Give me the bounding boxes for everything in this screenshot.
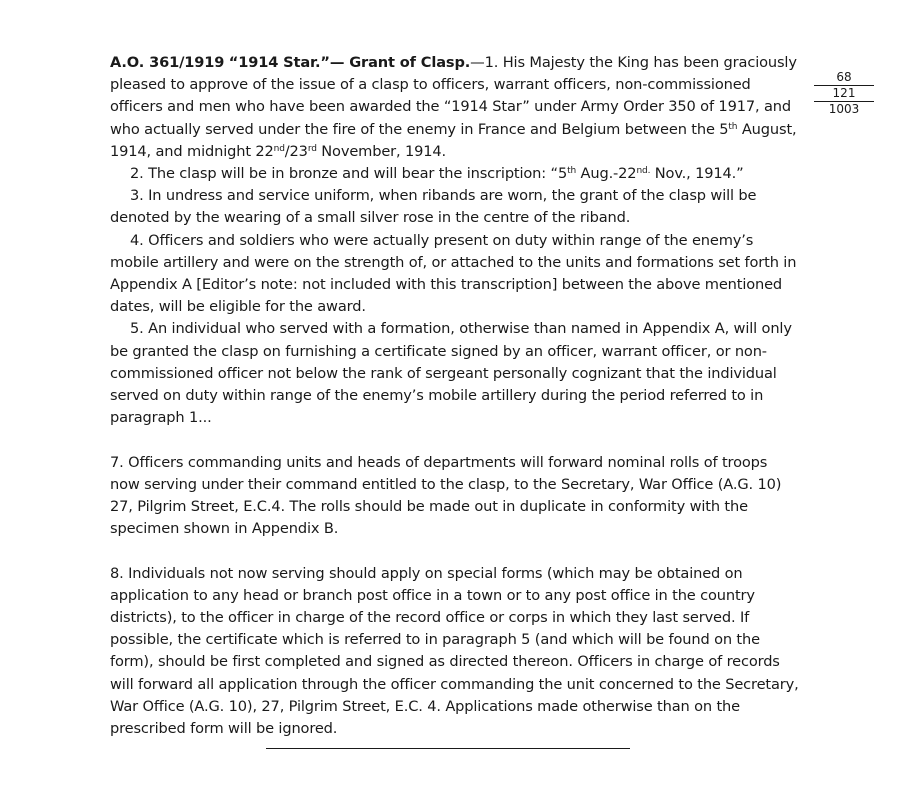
- paragraph-2-text: 2. The clasp will be in bronze and will bear the inscription: “5: [130, 165, 568, 183]
- superscript: rd: [307, 143, 317, 154]
- order-title: “1914 Star.”— Grant of Clasp.: [228, 54, 471, 71]
- paragraph-1: [110, 52, 800, 163]
- paragraph-8: 8. Individuals not now serving should apply on special forms (which may be obtained on application to any head or branch post office in a town or to any post office in the country districts), to the officer in charge of the record office or corps in which they last served. If possible, the certificate which is referred to in paragraph 5 (and which will be found on the form), should be first completed and signed as directed thereon. Officers in charge of records will forward all application through the officer commanding the unit concerned to the Secretary, War Office (A.G. 10), 27, Pilgrim Street, E.C. 4. Applications made otherwise than on the prescribed form will be ignored.: [110, 564, 799, 738]
- margin-ref-middle: 121: [832, 86, 856, 100]
- document-body: [110, 52, 800, 740]
- paragraph-2: [110, 163, 800, 185]
- paragraph-1-text-cont: /23: [284, 142, 308, 160]
- paragraph-7: 7. Officers commanding units and heads of departments will forward nominal rolls of troops now serving under their command entitled to the clasp, to the Secretary, War Office (A.G. 10) 27, Pilgrim Street, E.C.4. The rolls should be made out in duplicate in conformity with the specimen shown in Appendix B.: [110, 453, 782, 538]
- paragraph-gap: [110, 429, 800, 451]
- order-reference: A.O. 361/1919: [110, 54, 225, 71]
- paragraph-2-text-end: Nov., 1914.”: [650, 165, 744, 183]
- paragraph-1-text-end: November, 1914.: [316, 142, 447, 160]
- margin-ref-bottom: 1003: [828, 102, 860, 116]
- paragraph-5: 5. An individual who served with a formation, otherwise than named in Appendix A, will only be granted the clasp on furnishing a certificate signed by an officer, warrant officer, or non-commissioned officer not below the rank of sergeant personally cognizant that the individual served on duty within range of the enemy’s mobile artillery during the period referred to in paragraph 1...: [110, 320, 792, 427]
- paragraph-1-text-cont: August, 1914, and midnight 22: [110, 120, 797, 160]
- superscript: th: [728, 121, 738, 132]
- margin-ref-top: 68: [836, 70, 852, 84]
- paragraph-4: 4. Officers and soldiers who were actually present on duty within range of the enemy’s mobile artillery and were on the strength of, or attached to the units and formations set forth in Appendix A [Editor’s note: not included with this transcription] between the above mentioned dates, will be eligible for the award.: [110, 231, 797, 316]
- superscript: nd.: [636, 166, 651, 177]
- paragraph-2-text-cont: Aug.-22: [576, 165, 637, 183]
- paragraph-gap: [110, 540, 800, 562]
- margin-reference: [814, 70, 874, 117]
- paragraph-1-text: —1. His Majesty the King has been graciously pleased to approve of the issue of a clasp to officers, warrant officers, non-commissioned officers and men who have been awarded the “1914 Star” under Army Order 350 of 1917, and who actually served under the fire of the enemy in France and Belgium between the 5: [110, 54, 797, 138]
- paragraph-3: 3. In undress and service uniform, when ribands are worn, the grant of the clasp will be denoted by the wearing of a small silver rose in the centre of the riband.: [110, 187, 757, 227]
- superscript: nd: [273, 143, 285, 154]
- closing-rule: [266, 748, 630, 749]
- superscript: th: [567, 166, 577, 177]
